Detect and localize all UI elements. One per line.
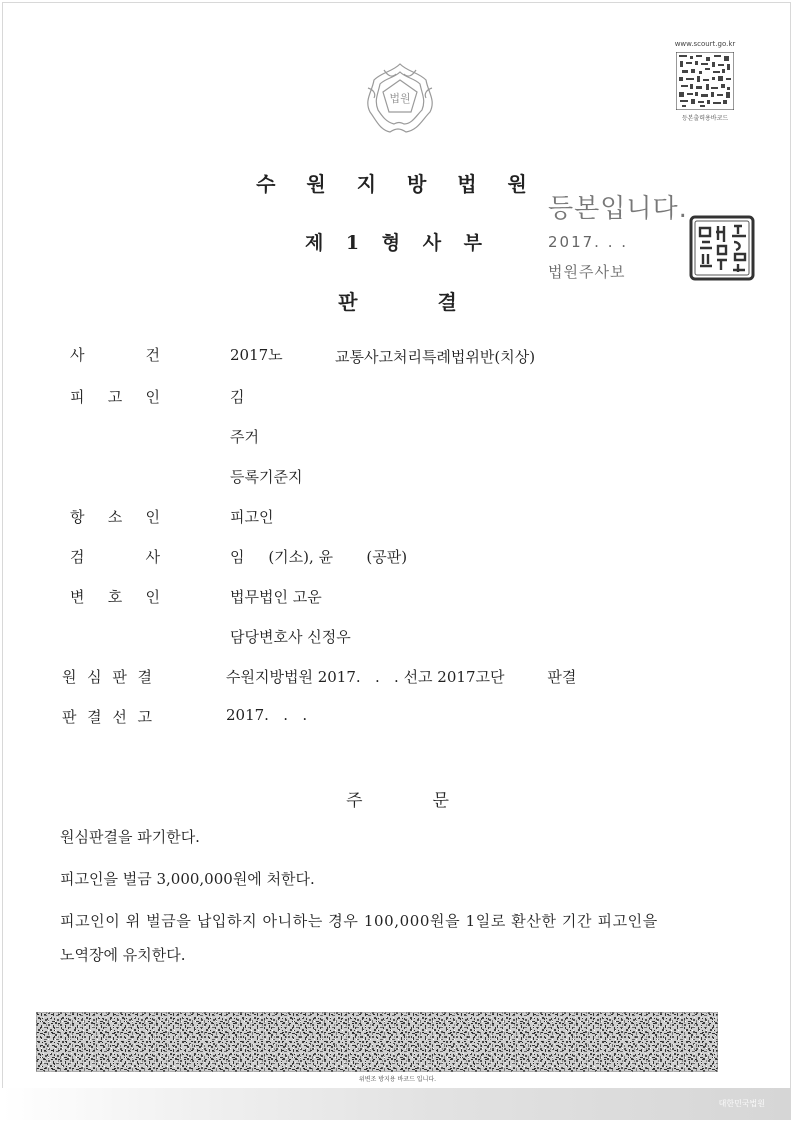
certified-copy-text: 등본입니다. — [548, 194, 688, 224]
qr-code-icon — [676, 52, 734, 110]
counsel-firm: 법무법인 고운 — [230, 588, 322, 606]
order-line-1: 원심판결을 파기한다. — [60, 828, 200, 846]
order-title-left: 주 — [346, 791, 363, 811]
case-name: 교통사고처리특례법위반(치상) — [335, 348, 536, 366]
counsel-attorney: 담당변호사 신정우 — [230, 628, 351, 646]
division-name: 제 1 형 사 부 — [304, 232, 491, 254]
label-prosecutor: 검 사 — [70, 548, 160, 566]
qr-url: www.scourt.go.kr — [674, 40, 736, 48]
order-title-right: 문 — [432, 791, 449, 811]
order-title — [0, 786, 795, 811]
order-line-3: 피고인이 위 벌금을 납입하지 아니하는 경우 100,000원을 1일로 환산한 기간 피고인을 — [60, 912, 658, 930]
defendant-address: 주거 — [230, 428, 259, 446]
original-judgment-value: 수원지방법원 2017. . . 선고 2017고단 판결 — [226, 668, 577, 686]
defendant-registration: 등록기준지 — [230, 468, 303, 486]
label-defendant: 피 고 인 — [70, 388, 160, 406]
label-original-judgment: 원 심 판 결 — [62, 668, 152, 686]
document-title — [0, 286, 795, 315]
order-line-4: 노역장에 유치한다. — [60, 946, 186, 964]
prosecutor-value: 임 (기소), 윤 (공판) — [230, 548, 408, 566]
court-emblem-icon — [360, 58, 440, 138]
label-case: 사 건 — [70, 346, 160, 364]
label-pronouncement: 판 결 선 고 — [62, 708, 152, 726]
footer-org: 대한민국법원 — [718, 1099, 765, 1108]
pronouncement-date: 2017. . . — [226, 706, 308, 724]
case-number: 2017노 — [230, 346, 283, 364]
emblem-label: 법원 — [389, 92, 411, 105]
doc-title-left: 판 — [338, 290, 358, 314]
label-appellant: 항 소 인 — [70, 508, 160, 526]
doc-title-right: 결 — [437, 290, 457, 314]
order-line-2: 피고인을 벌금 3,000,000원에 처한다. — [60, 870, 315, 888]
defendant-name: 김 — [230, 388, 245, 406]
qr-caption: 등본출력용바코드 — [681, 115, 729, 122]
court-name: 수 원 지 방 법 원 — [256, 172, 539, 196]
barcode-caption: 위변조 방지용 바코드 입니다. — [358, 1076, 437, 1083]
anti-forgery-barcode — [36, 1012, 718, 1072]
footer-band — [2, 1088, 791, 1120]
official-seal-icon — [688, 214, 756, 282]
certified-date: 2017. . . — [548, 233, 629, 251]
label-counsel: 변 호 인 — [70, 588, 160, 606]
certifying-officer: 법원주사보 — [548, 263, 626, 281]
appellant-value: 피고인 — [230, 508, 274, 526]
